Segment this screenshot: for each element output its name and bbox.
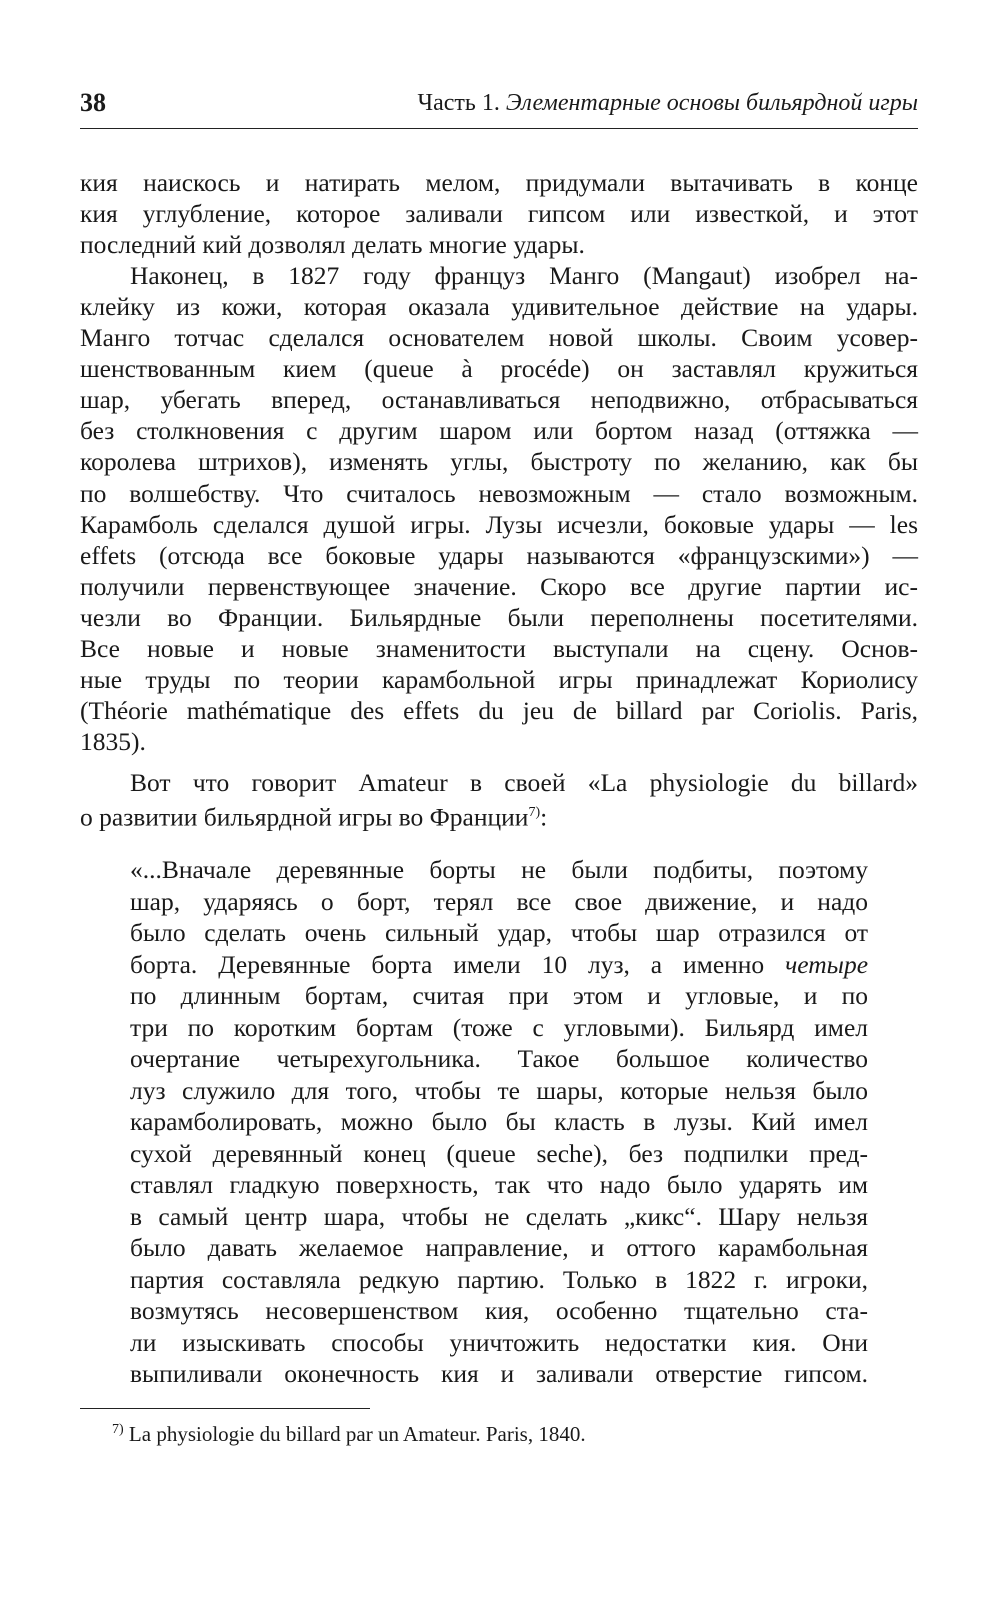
text-line: [80, 541, 918, 571]
footnote-divider: [80, 1408, 370, 1409]
quote-line: [130, 1170, 868, 1200]
line-text: клейку из кожи, которая оказала удивительное действие на удары.: [80, 292, 918, 321]
line-text: по длинным бортам, считая при этом и угловые, и по: [130, 981, 868, 1010]
line-text: Все новые и новые знаменитости выступали на сцену. Основ-: [80, 634, 918, 663]
line-text: effets (отсюда все боковые удары называются «французскими») —: [80, 541, 918, 570]
text-line: о развитии бильярдной игры во Франции$^{7)}$:: [80, 802, 548, 832]
text-line: [80, 292, 918, 322]
quote-line: [130, 1328, 868, 1358]
emphasis: четыре: [785, 949, 869, 979]
quote-line: [130, 1139, 868, 1169]
part-label: Часть 1.: [417, 90, 500, 116]
part-title: Элементарные основы бильярдной игры: [505, 90, 918, 116]
line-text: было давать желаемое направление, и оттого карамбольная: [130, 1233, 868, 1262]
line-text: кия углубление, которое заливали гипсом или известкой, и этот: [80, 199, 918, 228]
line-text: очертание четырехугольника. Такое большое количество: [130, 1044, 868, 1073]
quote-line: [130, 887, 868, 917]
running-title: [417, 90, 918, 117]
text-line: [80, 510, 918, 540]
line-text: шенствованным кием (queue à procéde) он заставлял кружиться: [80, 354, 918, 383]
footnote: [112, 1422, 586, 1447]
line-text: партия составляла редкую партию. Только в 1822 г. игроки,: [130, 1264, 868, 1294]
text-line: [80, 665, 918, 695]
text-line: [80, 168, 918, 198]
quote-line: [130, 1107, 868, 1137]
text-line: [80, 603, 918, 633]
line-text: луз служило для того, чтобы те шары, которые нельзя было: [130, 1075, 868, 1105]
text-line: [80, 634, 918, 664]
text-line: [80, 696, 918, 726]
page-number: 38: [80, 88, 106, 117]
quote-line: [130, 1076, 868, 1106]
line-text: три по коротким бортам (тоже с угловыми). Бильярд имел: [130, 1012, 868, 1042]
line-text: борта. Деревянные борта имели 10 луз, а именно: [130, 949, 765, 979]
line-text: шар, убегать вперед, останавливаться неподвижно, отбрасываться: [80, 385, 918, 414]
line-text: шар, ударяясь о борт, терял все свое движение, и надо: [130, 886, 868, 916]
footnote-marker: 7): [112, 1422, 124, 1437]
line-text: Наконец, в 1827 году француз Манго (Mangaut) изобрел на-: [130, 261, 918, 290]
text-line: [80, 479, 918, 509]
text-line: [80, 199, 918, 229]
text-line: [80, 385, 918, 415]
line-text: (Théorie mathématique des effets du jeu de billard par Coriolis. Paris,: [80, 696, 918, 725]
running-header: [80, 88, 918, 129]
line-text: карамболировать, можно было бы класть в лузы. Кий имел: [130, 1107, 868, 1136]
text-line: [80, 416, 918, 446]
text-line: [80, 354, 918, 384]
text-line: [80, 447, 918, 477]
text-line: [80, 323, 918, 353]
text-line: [130, 768, 918, 798]
line-text: ли изыскивать способы уничтожить недостатки кия. Они: [130, 1327, 868, 1357]
line-text: сухой деревянный конец (queue seche), без подпилки пред-: [130, 1138, 868, 1168]
line-text: ные труды по теории карамбольной игры принадлежат Кориолису: [80, 665, 918, 694]
text-line: [80, 572, 918, 602]
line-text: по волшебству. Что считалось невозможным — стало возможным.: [80, 479, 918, 508]
line-text: королева штрихов), изменять углы, быстроту по желанию, как бы: [80, 447, 918, 476]
quote-line: [130, 918, 868, 948]
line-text: чезли во Франции. Бильярдные были переполнены посетителями.: [80, 603, 918, 632]
line-text: кия наискось и натирать мелом, придумали вытачивать в конце: [80, 168, 918, 197]
line-text: без столкновения с другим шаром или бортом назад (оттяжка —: [80, 416, 918, 445]
quote-line: [130, 1265, 868, 1295]
line-text: в самый центр шара, чтобы не сделать „кикс“. Шару нельзя: [130, 1201, 868, 1231]
quote-line: [130, 1296, 868, 1326]
line-text: «...Вначале деревянные борты не были подбиты, поэтому: [130, 855, 868, 884]
quote-line: [130, 855, 868, 885]
line-text: последний кий дозволял делать многие удары.: [80, 230, 585, 259]
line-text: Манго тотчас сделался основателем новой школы. Своим усовер-: [80, 323, 918, 352]
text-line: [130, 261, 918, 291]
line-text: о развитии бильярдной игры во Франции: [80, 802, 529, 832]
quote-line: [130, 981, 868, 1011]
quote-line: [130, 1233, 868, 1263]
text-line: [80, 727, 918, 757]
quote-line: [130, 950, 868, 980]
quote-line: [130, 1044, 868, 1074]
line-text: Карамболь сделался душой игры. Лузы исчезли, боковые удары — les: [80, 510, 918, 539]
line-text: получили первенствующее значение. Скоро все другие партии ис-: [80, 572, 918, 601]
quote-line: [130, 1202, 868, 1232]
line-text: возмутясь несовершенством кия, особенно тщательно ста-: [130, 1296, 868, 1325]
line-text: ставлял гладкую поверхность, так что надо было ударять им: [130, 1170, 868, 1199]
footnote-text: La physiologie du billard par un Amateur. Paris, 1840.: [128, 1422, 586, 1446]
line-text: Вот что говорит Amateur в своей «La physiologie du billard»: [130, 768, 918, 797]
line-text: 1835).: [80, 727, 146, 756]
text-line: [80, 230, 918, 260]
footnote-reference: 7): [528, 805, 541, 820]
line-text: было сделать очень сильный удар, чтобы шар отразился от: [130, 918, 868, 947]
quote-line: [130, 1359, 868, 1389]
line-text: выпиливали оконечность кия и заливали отверстие гипсом.: [130, 1359, 868, 1388]
quote-line: [130, 1013, 868, 1043]
